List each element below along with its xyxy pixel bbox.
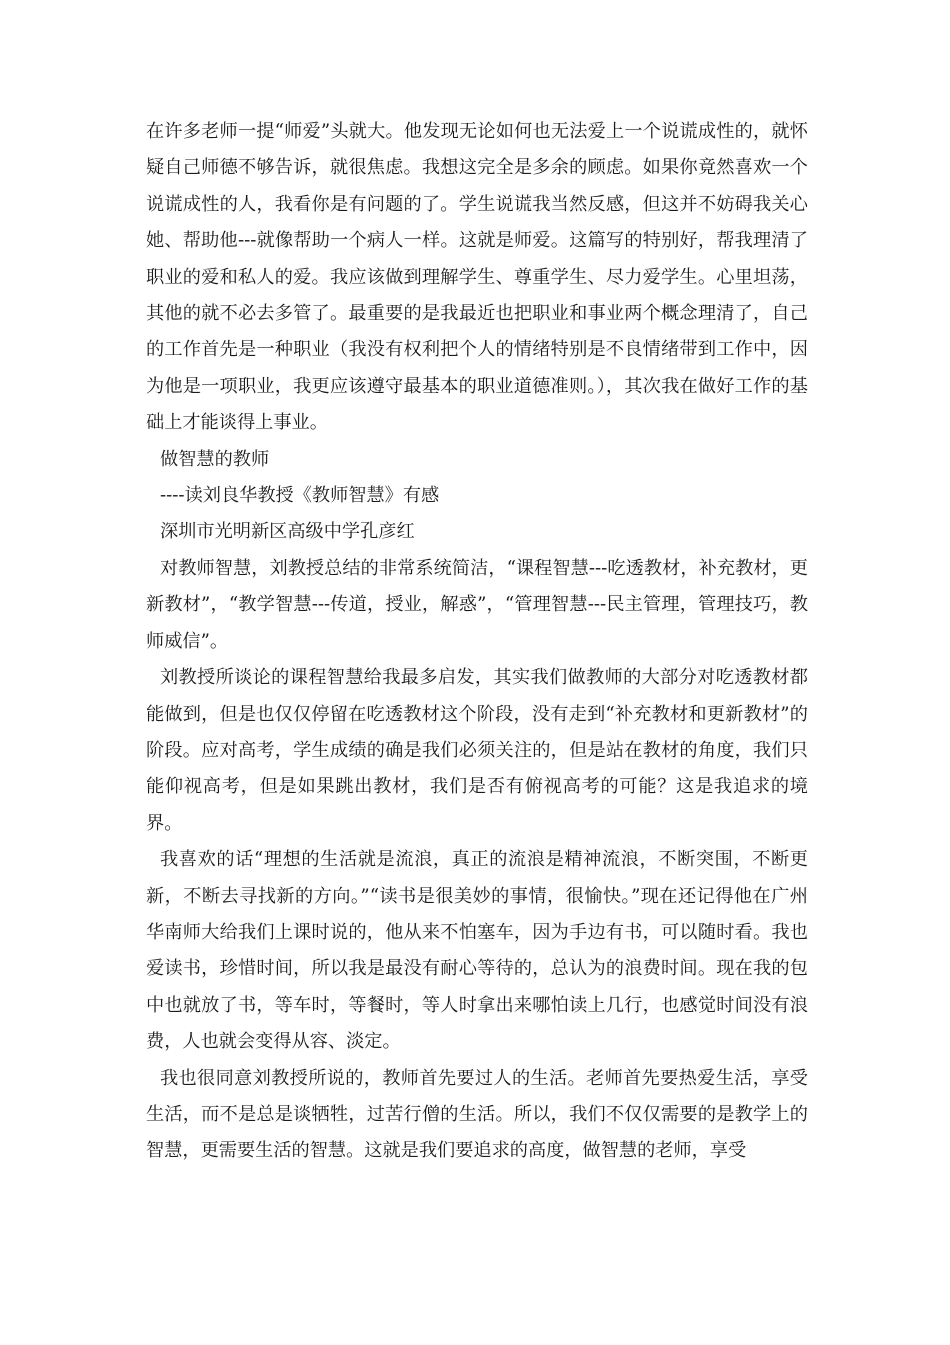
article-author: 深圳市光明新区高级中学孔彦红	[160, 521, 415, 543]
document-body	[146, 114, 808, 1170]
paragraph-teacher-wisdom: 对教师智慧，刘教授总结的非常系统简洁，“课程智慧---吃透教材，补充教材，更新教材”，“教学智慧---传道，授业，解惑”，“管理智慧---民主管理，管理技巧，教师威信”。	[146, 557, 808, 652]
paragraph-reading: 我喜欢的话“理想的生活就是流浪，真正的流浪是精神流浪，不断突围，不断更新，不断去寻找新的方向。”“读书是很美妙的事情，很愉快。”现在还记得他在广州华南师大给我们上课时说的，他从来不怕塞车，因为手边有书，可以随时看。我也爱读书，珍惜时间，所以我是最没有耐心等待的，总认为的浪费时间。现在我的包中也就放了书，等车时，等餐时，等人时拿出来哪怕读上几行，也感觉时间没有浪费，人也就会变得从容、淡定。	[146, 849, 808, 1053]
paragraph-life-wisdom: 我也很同意刘教授所说的，教师首先要过人的生活。老师首先要热爱生活，享受生活，而不是总是谈牺牲，过苦行僧的生活。所以，我们不仅仅需要的是教学上的智慧，更需要生活的智慧。这就是我们要追求的高度，做智慧的老师，享受	[146, 1067, 808, 1162]
paragraph-curriculum-wisdom: 刘教授所谈论的课程智慧给我最多启发，其实我们做教师的大部分对吃透教材都能做到，但是也仅仅停留在吃透教材这个阶段，没有走到“补充教材和更新教材”的阶段。应对高考，学生成绩的确是我们必须关注的，但是站在教材的角度，我们只能仰视高考，但是如果跳出教材，我们是否有俯视高考的可能？这是我追求的境界。	[146, 667, 808, 834]
paragraph-teacher-love: 在许多老师一提“师爱”头就大。他发现无论如何也无法爱上一个说谎成性的，就怀疑自己师德不够告诉，就很焦虑。我想这完全是多余的顾虑。如果你竟然喜欢一个说谎成性的人，我看你是有问题的了。学生说谎我当然反感，但这并不妨碍我关心她、帮助他---就像帮助一个病人一样。这就是师爱。这篇写的特别好，帮我理清了职业的爱和私人的爱。我应该做到理解学生、尊重学生、尽力爱学生。心里坦荡，其他的就不必去多管了。最重要的是我最近也把职业和事业两个概念理清了，自己的工作首先是一种职业（我没有权利把个人的情绪特别是不良情绪带到工作中，因为他是一项职业，我更应该遵守最基本的职业道德准则。），其次我在做好工作的基础上才能谈得上事业。	[146, 121, 808, 434]
article-subtitle: ----读刘良华教授《教师智慧》有感	[160, 485, 440, 507]
article-title: 做智慧的教师	[160, 448, 270, 470]
